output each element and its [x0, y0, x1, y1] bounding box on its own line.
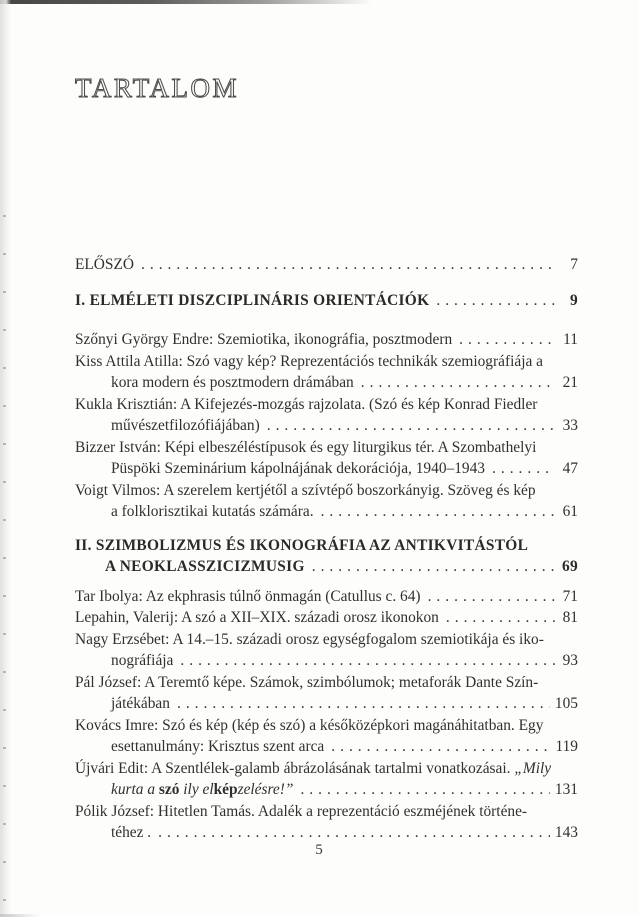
toc-entry	[75, 351, 578, 394]
dot-leader	[492, 458, 555, 480]
toc-content	[75, 72, 578, 844]
toc-line-text: Tar Ibolya: Az ekphrasis túlnő önmagán (Catullus c. 64)	[75, 587, 421, 605]
toc-page-number: 9	[570, 291, 578, 309]
toc-line-text: a folklorisztikai kutatás számára.	[111, 503, 314, 520]
toc-entry	[75, 715, 578, 758]
toc-line	[111, 650, 578, 672]
dot-leader	[141, 254, 555, 276]
toc-page-number: 33	[562, 417, 578, 434]
toc-page-number: 7	[570, 256, 578, 273]
toc-page-number: 21	[562, 374, 578, 391]
toc-entry	[75, 437, 578, 480]
toc-line-text: Bizzer István: Képi elbeszéléstípusok és egy liturgikus tér. A Szombathelyi	[75, 438, 537, 456]
dot-leader	[300, 779, 549, 801]
toc-line	[111, 501, 578, 523]
toc-section-entries	[75, 586, 578, 844]
toc-line	[75, 329, 578, 351]
toc-line	[111, 372, 578, 394]
dot-leader	[267, 415, 555, 437]
toc-line-text: II. SZIMBOLIZMUS ÉS IKONOGRÁFIA AZ ANTIKVITÁSTÓL	[75, 536, 529, 554]
dot-leader	[158, 822, 550, 844]
scan-page-edge-marks	[3, 215, 6, 910]
dot-leader	[428, 586, 555, 608]
toc-line	[75, 480, 578, 502]
dot-leader	[312, 556, 555, 578]
toc-list	[75, 254, 578, 844]
toc-page-number: 105	[554, 695, 578, 712]
folio-page-number: 5	[315, 842, 323, 858]
toc-page-number: 71	[562, 587, 578, 605]
toc-line-text: nográfiája	[111, 652, 174, 669]
toc-line	[111, 736, 578, 758]
toc-page-number: 47	[562, 460, 578, 477]
toc-line	[75, 535, 578, 557]
toc-entry	[75, 629, 578, 672]
toc-page-number: 61	[562, 503, 578, 520]
toc-line	[75, 607, 578, 629]
toc-line	[75, 801, 578, 823]
toc-line	[111, 779, 578, 801]
dot-leader	[446, 607, 555, 629]
toc-page-number: 81	[562, 609, 578, 626]
dot-leader	[459, 329, 555, 351]
toc-line-text: Pólik József: Hitetlen Tamás. Adalék a reprezentáció eszméjének történe-	[75, 802, 528, 820]
toc-entry	[75, 758, 578, 801]
toc-line-text: I. ELMÉLETI DISZCIPLINÁRIS ORIENTÁCIÓK	[75, 291, 430, 309]
toc-line-text: Kiss Attila Atilla: Szó vagy kép? Reprezentációs technikák szemiográfiája a	[75, 352, 543, 370]
dot-leader	[331, 736, 550, 758]
toc-entry	[75, 254, 578, 276]
toc-line	[75, 758, 578, 780]
toc-line	[111, 693, 578, 715]
toc-entry	[75, 801, 578, 844]
toc-line-text: ELŐSZÓ	[75, 256, 134, 273]
toc-line	[75, 351, 578, 373]
toc-line	[111, 458, 578, 480]
toc-line-text: Szőnyi György Endre: Szemiotika, ikonográfia, posztmodern	[75, 331, 453, 348]
toc-page-number: 143	[554, 824, 578, 841]
toc-line-text: esettanulmány: Krisztus szent arca	[111, 738, 325, 755]
toc-line	[75, 586, 578, 608]
toc-line	[105, 556, 578, 578]
toc-line	[75, 290, 578, 312]
toc-entry	[75, 586, 578, 608]
toc-entry	[75, 329, 578, 351]
toc-line	[111, 415, 578, 437]
toc-page-number: 131	[554, 781, 578, 798]
toc-page-number: 93	[562, 652, 578, 669]
toc-section-heading	[75, 290, 578, 312]
toc-line-text: Lepahin, Valerij: A szó a XII–XIX. századi orosz ikonokon	[75, 609, 439, 626]
toc-line	[75, 672, 578, 694]
toc-line-text: művészetfilozófiájában)	[111, 417, 260, 434]
toc-line-text: Kovács Imre: Szó és kép (kép és szó) a későközépkori magánáhitatban. Egy	[75, 716, 544, 734]
dot-leader	[361, 372, 555, 394]
toc-line-text: téhez .	[111, 824, 152, 841]
toc-section-entries	[75, 329, 578, 523]
toc-line-text: Kukla Krisztián: A Kifejezés-mozgás rajzolata. (Szó és kép Konrad Fiedler	[75, 395, 538, 413]
toc-line-text: Voigt Vilmos: A szerelem kertjétől a szívtépő boszorkányig. Szöveg és kép	[75, 481, 536, 499]
toc-line	[75, 437, 578, 459]
toc-entry	[75, 394, 578, 437]
scan-top-edge-artifact	[0, 0, 372, 4]
toc-line-text: kurta a szó ily elképzelésre!”	[111, 781, 294, 798]
toc-line-text: játékában	[111, 695, 170, 712]
toc-line-text: A NEOKLASSZICIZMUSIG	[105, 558, 305, 575]
toc-entry	[75, 607, 578, 629]
toc-entry	[75, 480, 578, 523]
page-title: TARTALOM	[75, 73, 240, 103]
toc-line	[75, 394, 578, 416]
toc-line	[75, 254, 578, 276]
toc-line-text: Újvári Edit: A Szentlélek-galamb ábrázolásának tartalmi vonatkozásai. „Mily	[75, 759, 552, 777]
toc-line-text: kora modern és posztmodern drámában	[111, 374, 354, 391]
dot-leader	[180, 650, 555, 672]
toc-line-text: Nagy Erzsébet: A 14.–15. századi orosz egységfogalom szemiotikája és iko-	[75, 630, 544, 648]
toc-page-number: 69	[562, 558, 578, 575]
toc-line	[111, 822, 578, 844]
toc-page-number: 119	[555, 738, 578, 755]
toc-line	[75, 629, 578, 651]
toc-section-heading	[75, 535, 578, 578]
toc-line-text: Püspöki Szeminárium kápolnájának dekorációja, 1940–1943	[111, 460, 485, 477]
toc-entry	[75, 672, 578, 715]
toc-page-number: 11	[563, 331, 578, 348]
dot-leader	[177, 693, 550, 715]
toc-line-text: Pál József: A Teremtő képe. Számok, szimbólumok; metaforák Dante Szín-	[75, 673, 539, 691]
toc-line	[75, 715, 578, 737]
dot-leader	[321, 501, 555, 523]
dot-leader	[436, 290, 555, 312]
